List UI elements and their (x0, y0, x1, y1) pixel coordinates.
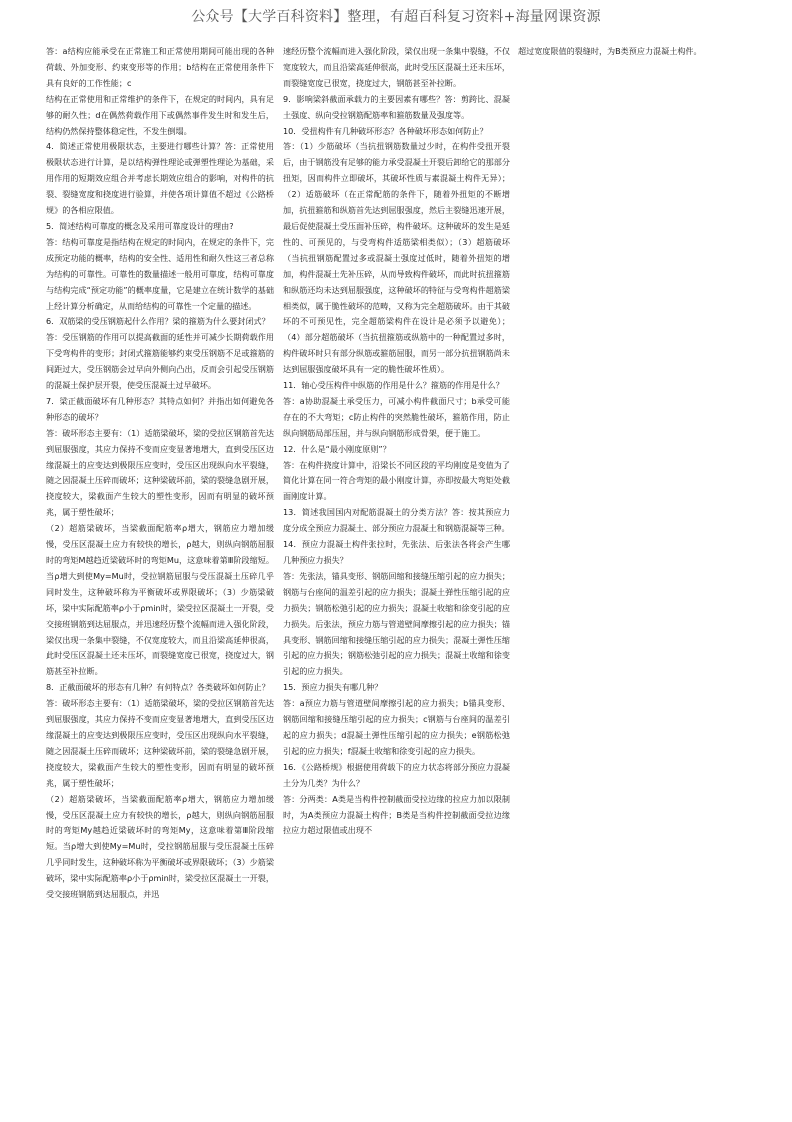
paragraph: 答：分两类：A类是当构件控制截面受拉边缘的拉应力加以限制时，为A类预应力混凝土构件；B类是当构件控制截面受拉边缘拉应力超过限值或出现不 (283, 793, 510, 836)
question-heading: 16．《公路桥规》根据使用荷载下的应力状态将部分预应力混凝土分为几类？为什么？ (283, 761, 510, 788)
question-heading: 14．预应力混凝土构件张拉时，先张法、后张法各将会产生哪几种预应力损失？ (283, 539, 510, 565)
paragraph: 9．影响梁斜截面承载力的主要因素有哪些？答：剪跨比、混凝土强度、纵向受拉钢筋配筋率和箍筋数量及强度等。 (283, 93, 510, 120)
paragraph: 答：先张法，锚具变形、钢筋回缩和接缝压缩引起的应力损失；钢筋与台座间的温差引起的应力损失；混凝土弹性压缩引起的应力损失；钢筋松弛引起的应力损失；混凝土收缩和徐变引起的应力损失。后张法，预应力筋与管道壁间摩擦引起的应力损失；锚具变形、钢筋回缩和接缝压缩引起的应力损失；混凝土弹性压缩引起的应力损失；钢筋松弛引起的应力损失；混凝土收缩和徐变引起的应力损失。 (283, 570, 510, 677)
paragraph: 速经历整个流幅而进入强化阶段，梁仅出现一条集中裂缝，不仅宽度较大，而且沿梁高延伸很高，此时受压区混凝土还未压坏，而裂缝宽度已很宽，挠度过大，钢筋甚至补拉断。 (283, 46, 510, 88)
question-heading: 8．正截面破坏的形态有几种？有何特点？各类破坏如何防止？ (46, 682, 270, 693)
paragraph: 答：a协助混凝土承受压力，可减小构件截面尺寸；b承受可能存在的不大弯矩；c防止构件的突然脆性破坏，箍筋作用，防止纵向钢筋局部压屈，并与纵向钢筋形成骨架，便于施工。 (283, 395, 510, 438)
question-heading: 12．什么是“最小刚度原则”？ (283, 443, 391, 454)
paragraph: 4．简述正常使用极限状态，主要进行哪些计算？答：正常使用极限状态进行计算，是以结构弹性理论或弹塑性理论为基础，采用作用的短期效应组合并考虑长期效应组合的影响，对构件的抗裂、裂缝宽度和挠度进行验算，并使各项计算值不超过《公路桥规》的各相应限值。 (46, 141, 274, 216)
question-heading: 6．双筋梁的受压钢筋起什么作用？梁的箍筋为什么要封闭式？ (46, 316, 270, 327)
page-header: 公众号【大学百科资料】整理，有超百科复习资料+海量网课资源 (191, 9, 601, 25)
paragraph: 答：a预应力筋与管道壁间摩擦引起的应力损失；b锚具变形、钢筋回缩和接缝压缩引起的应力损失；c钢筋与台座间的温差引起的应力损失；d混凝土弹性压缩引起的应力损失；e钢筋松弛引起的应力损失；f混凝土收缩和徐变引起的应力损失。 (283, 698, 510, 756)
paragraph: （2）超筋梁破坏，当梁截面配筋率ρ增大，钢筋应力增加缓慢，受压区混凝土应力有较快的增长，ρ越大，则纵向钢筋屈服时的弯矩M越趋近梁破坏时的弯矩Mu，这意味着第Ⅲ阶段缩短。当ρ增大到使My=Mu时，受拉钢筋屈服与受压混凝土压碎几乎同时发生，这种破坏称为平衡破坏或界限破坏；（3）少筋梁破坏，梁中实际配筋率ρ小于ρmin时，梁受拉区混凝土一开裂，受交接班钢筋到达屈服点，并迅速经历整个流幅而进入强化阶段，梁仅出现一条集中裂缝，不仅宽度较大，而且沿梁高延伸很高，此时受压区混凝土还未压坏，而裂缝宽度已很宽，挠度过大，钢筋甚至补拉断。 (46, 523, 274, 677)
paragraph: 答：在构件挠度计算中，沿梁长不同区段的平均刚度是变值为了简化计算在同一符合弯矩的最小刚度计算，亦即按最大弯矩处截面刚度计算。 (283, 459, 510, 502)
question-heading: 15．预应力损失有哪几种？ (283, 682, 383, 693)
paragraph: 答：破坏形态主要有：（1）适筋梁破坏，梁的受拉区钢筋首先达到屈服强度，其应力保持不变而应变显著地增大，直到受压区边缘混凝土的应变达到极限压应变时，受压区出现纵向水平裂缝，随之因混凝土压碎而破坏；这种梁破坏前，梁的裂缝急剧开展，挠度较大，梁截面产生较大的塑性变形，因而有明显的破坏预兆，属于塑性破坏； (46, 698, 274, 788)
text-column-middle (283, 44, 510, 839)
paragraph: 答：受压钢筋的作用可以提高截面的延性并可减少长期荷载作用下受弯构件的变形；封闭式箍筋能够约束受压钢筋不足或箍筋的间距过大，受压钢筋会过早向外侧向凸出，反而会引起受压钢筋的混凝土保护层开裂，使受压混凝土过早破坏。 (46, 332, 274, 391)
question-heading: 10．受扭构件有几种破坏形态？各种破坏形态如何防止？ (283, 125, 488, 136)
text-column-left (46, 44, 274, 903)
paragraph: （2）超筋梁破坏，当梁截面配筋率ρ增大，钢筋应力增加缓慢，受压区混凝土应力有较快的增长，ρ越大，则纵向钢筋屈服时的弯矩My越趋近梁破坏时的弯矩My，这意味着第Ⅲ阶段缩短。当ρ增大到使My=Mu时，受拉钢筋屈服与受压混凝土压碎几乎同时发生，这种破坏称为平衡破坏或界限破坏；（3）少筋梁破坏，梁中实际配筋率ρ小于ρmin时，梁受拉区混凝土一开裂，受交接班钢筋到达屈服点，并迅 (46, 793, 274, 900)
paragraph: 答：a结构应能承受在正常施工和正常使用期间可能出现的各种荷载、外加变形、约束变形等的作用；b结构在正常使用条件下具有良好的工作性能；c (46, 46, 274, 88)
question-heading: 5．简述结构可靠度的概念及采用可靠度设计的理由? (46, 220, 234, 231)
paragraph: 答：结构可靠度是指结构在规定的时间内，在规定的条件下，完成预定功能的概率，结构的安全性、适用性和耐久性这三者总称为结构的可靠性。可靠性的数量描述一般用可靠度，结构可靠度与结构完成“预定功能”的概率度量，它是建立在统计数学的基础上经计算分析确定，从而给结构的可靠性一个定量的描述。 (46, 236, 274, 311)
question-heading: 7．梁正截面破坏有几种形态？其特点如何？并指出如何避免各种形态的破坏？ (46, 395, 274, 422)
question-heading: 11．轴心受压构件中纵筋的作用是什么？箍筋的作用是什么？ (283, 380, 504, 391)
paragraph: 结构在正常使用和正常维护的条件下，在规定的时间内，具有足够的耐久性；d在偶然荷载作用下或偶然事件发生时和发生后，结构仍然保持整体稳定性，不发生倒塌。 (46, 93, 274, 136)
paragraph: 13．简述我国国内对配筋混凝土的分类方法？答：按其预应力度分成全预应力混凝土、部分预应力混凝土和钢筋混凝等三种。 (283, 507, 510, 534)
text-column-right (518, 44, 758, 60)
paragraph: 超过宽度限值的裂缝时，为B类预应力混凝土构件。 (518, 46, 702, 56)
paragraph: 答：破坏形态主要有：（1）适筋梁破坏，梁的受拉区钢筋首先达到屈服强度，其应力保持不变而应变显著地增大，直到受压区边缘混凝土的应变达到极限压应变时，受压区出现纵向水平裂缝，随之因混凝土压碎而破坏；这种梁破坏前，梁的裂缝急剧开展，挠度较大，梁截面产生较大的塑性变形，因而有明显的破坏预兆，属于塑性破坏； (46, 427, 274, 518)
paragraph: 答：（1）少筋破坏（当抗扭钢筋数量过少时，在构件受扭开裂后，由于钢筋没有足够的能力承受混凝土开裂后卸给它的那部分扭矩，因而构件立即破坏，其破坏性质与素混凝土构件无异）；（2）适筋破坏（在正常配筋的条件下，随着外扭矩的不断增加，抗扭箍筋和纵筋首先达到屈服强度，然后主裂缝迅速开展，最后促使混凝土受压面补压碎，构件破坏。这种破坏的发生是延性的、可预见的，与受弯构件适筋梁相类似）；（3）超筋破坏（当抗扭钢筋配置过多或混凝土强度过低时，随着外扭矩的增加，构件混凝土先补压碎，从而导致构件破坏，而此时抗扭箍筋和纵筋还均未达到屈服强度，这种破坏的特征与受弯构件超筋梁相类似，属于脆性破坏的范畴，又称为完全超筋破坏。由于其破坏的不可预见性，完全超筋梁构件在设计是必须予以避免）；（4）部分超筋破坏（当抗扭箍筋或纵筋中的一种配置过多时，构件破坏时只有部分纵筋或箍筋屈服，而另一部分抗扭钢筋尚未达到屈服强度破坏具有一定的脆性破坏性质）。 (283, 141, 510, 375)
